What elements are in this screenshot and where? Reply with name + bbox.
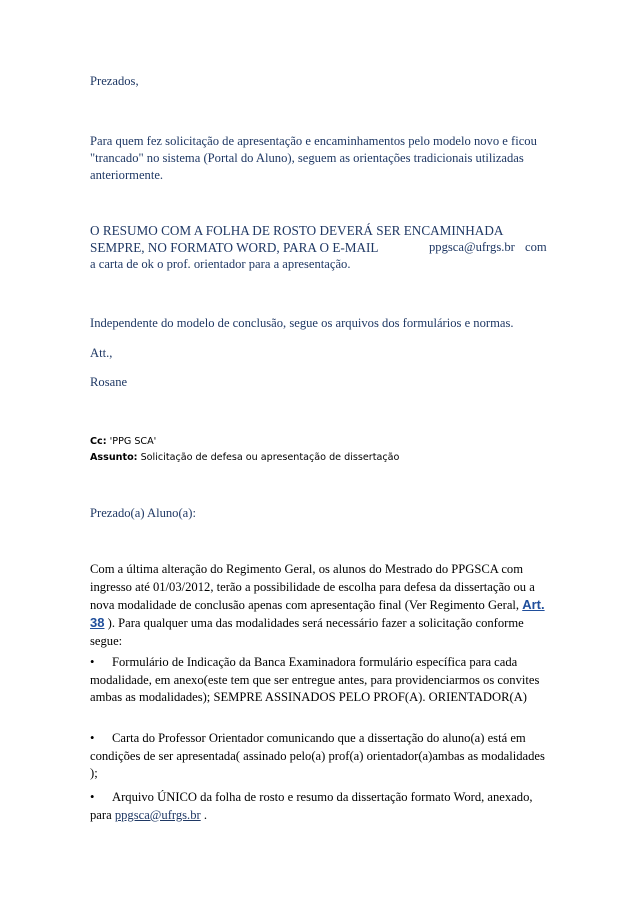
email-header — [90, 434, 552, 466]
bullet-icon: • — [90, 790, 95, 804]
subject-label: Assunto: — [90, 452, 138, 463]
paragraph-forms: Independente do modelo de conclusão, segue os arquivos dos formulários e normas. — [90, 316, 514, 330]
student-greeting: Prezado(a) Aluno(a): — [90, 506, 196, 520]
instructions-line-3: a carta de ok o prof. orientador para a apresentação. — [90, 257, 351, 271]
regulation-text-end: ). Para qualquer uma das modalidades será necessário fazer a solicitação conforme segue: — [90, 616, 524, 648]
cc-label: Cc: — [90, 436, 107, 447]
instructions-line-1: O RESUMO COM A FOLHA DE ROSTO DEVERÁ SER ENCAMINHADA — [90, 223, 504, 238]
bullet-1-emphasis: SEMPRE ASSINADOS PELO PROF(A). ORIENTADOR(A) — [213, 690, 527, 704]
subject-row — [90, 450, 552, 466]
bullet-3-text: Arquivo ÚNICO da folha de rosto e resumo da dissertação formato Word, anexado, para — [90, 790, 533, 822]
paragraph-regulation — [90, 560, 552, 650]
bullet-1-text: Formulário de Indicação da Banca Examinadora formulário específica para cada modalidade, em anexo(este tem que ser entregue antes, para providenciarmos os convites ambas as modalidades); — [90, 655, 540, 704]
bullet-item-committee-form — [90, 654, 552, 707]
instructions-line-2-end: com — [525, 240, 547, 254]
bullet-2-text: Carta do Professor Orientador comunicando que a dissertação do aluno(a) está em condições de ser apresentada( assinado pelo(a) prof(a) orientador(a)ambas as modalidades ); — [90, 731, 545, 780]
signature: Rosane — [90, 375, 128, 389]
cc-value: 'PPG SCA' — [109, 436, 157, 447]
bullet-icon: • — [90, 731, 95, 745]
cc-row — [90, 434, 552, 450]
greeting: Prezados, — [90, 74, 139, 88]
instructions-line-2-text: SEMPRE, NO FORMATO WORD, PARA O E-MAIL — [90, 240, 379, 255]
instructions-line-2 — [90, 239, 552, 256]
email-address-text: ppgsca@ufrgs.br — [429, 240, 515, 254]
email-link[interactable]: ppgsca@ufrgs.br — [114, 807, 201, 822]
regulation-text-start: Com a última alteração do Regimento Geral, os alunos do Mestrado do PPGSCA com ingresso até 01/03/2012, terão a possibilidade de escolha para defesa da dissertação ou a nova modalidade de conclusão apenas com apresentação final (Ver Regimento Geral, — [90, 562, 535, 612]
bullet-item-advisor-letter — [90, 730, 552, 783]
paragraph-summary-instructions — [90, 222, 552, 273]
bullet-item-single-file — [90, 789, 552, 824]
article-38-link[interactable]: Art. 38 — [90, 597, 545, 630]
closing: Att., — [90, 346, 113, 360]
bullet-icon: • — [90, 655, 95, 669]
bullet-3-end: . — [203, 807, 208, 822]
paragraph-reopen-request: Para quem fez solicitação de apresentação e encaminhamentos pelo modelo novo e ficou "trancado" no sistema (Portal do Aluno), seguem as orientações tradicionais utilizadas anteriormente. — [90, 134, 537, 182]
subject-value: Solicitação de defesa ou apresentação de dissertação — [140, 452, 400, 463]
